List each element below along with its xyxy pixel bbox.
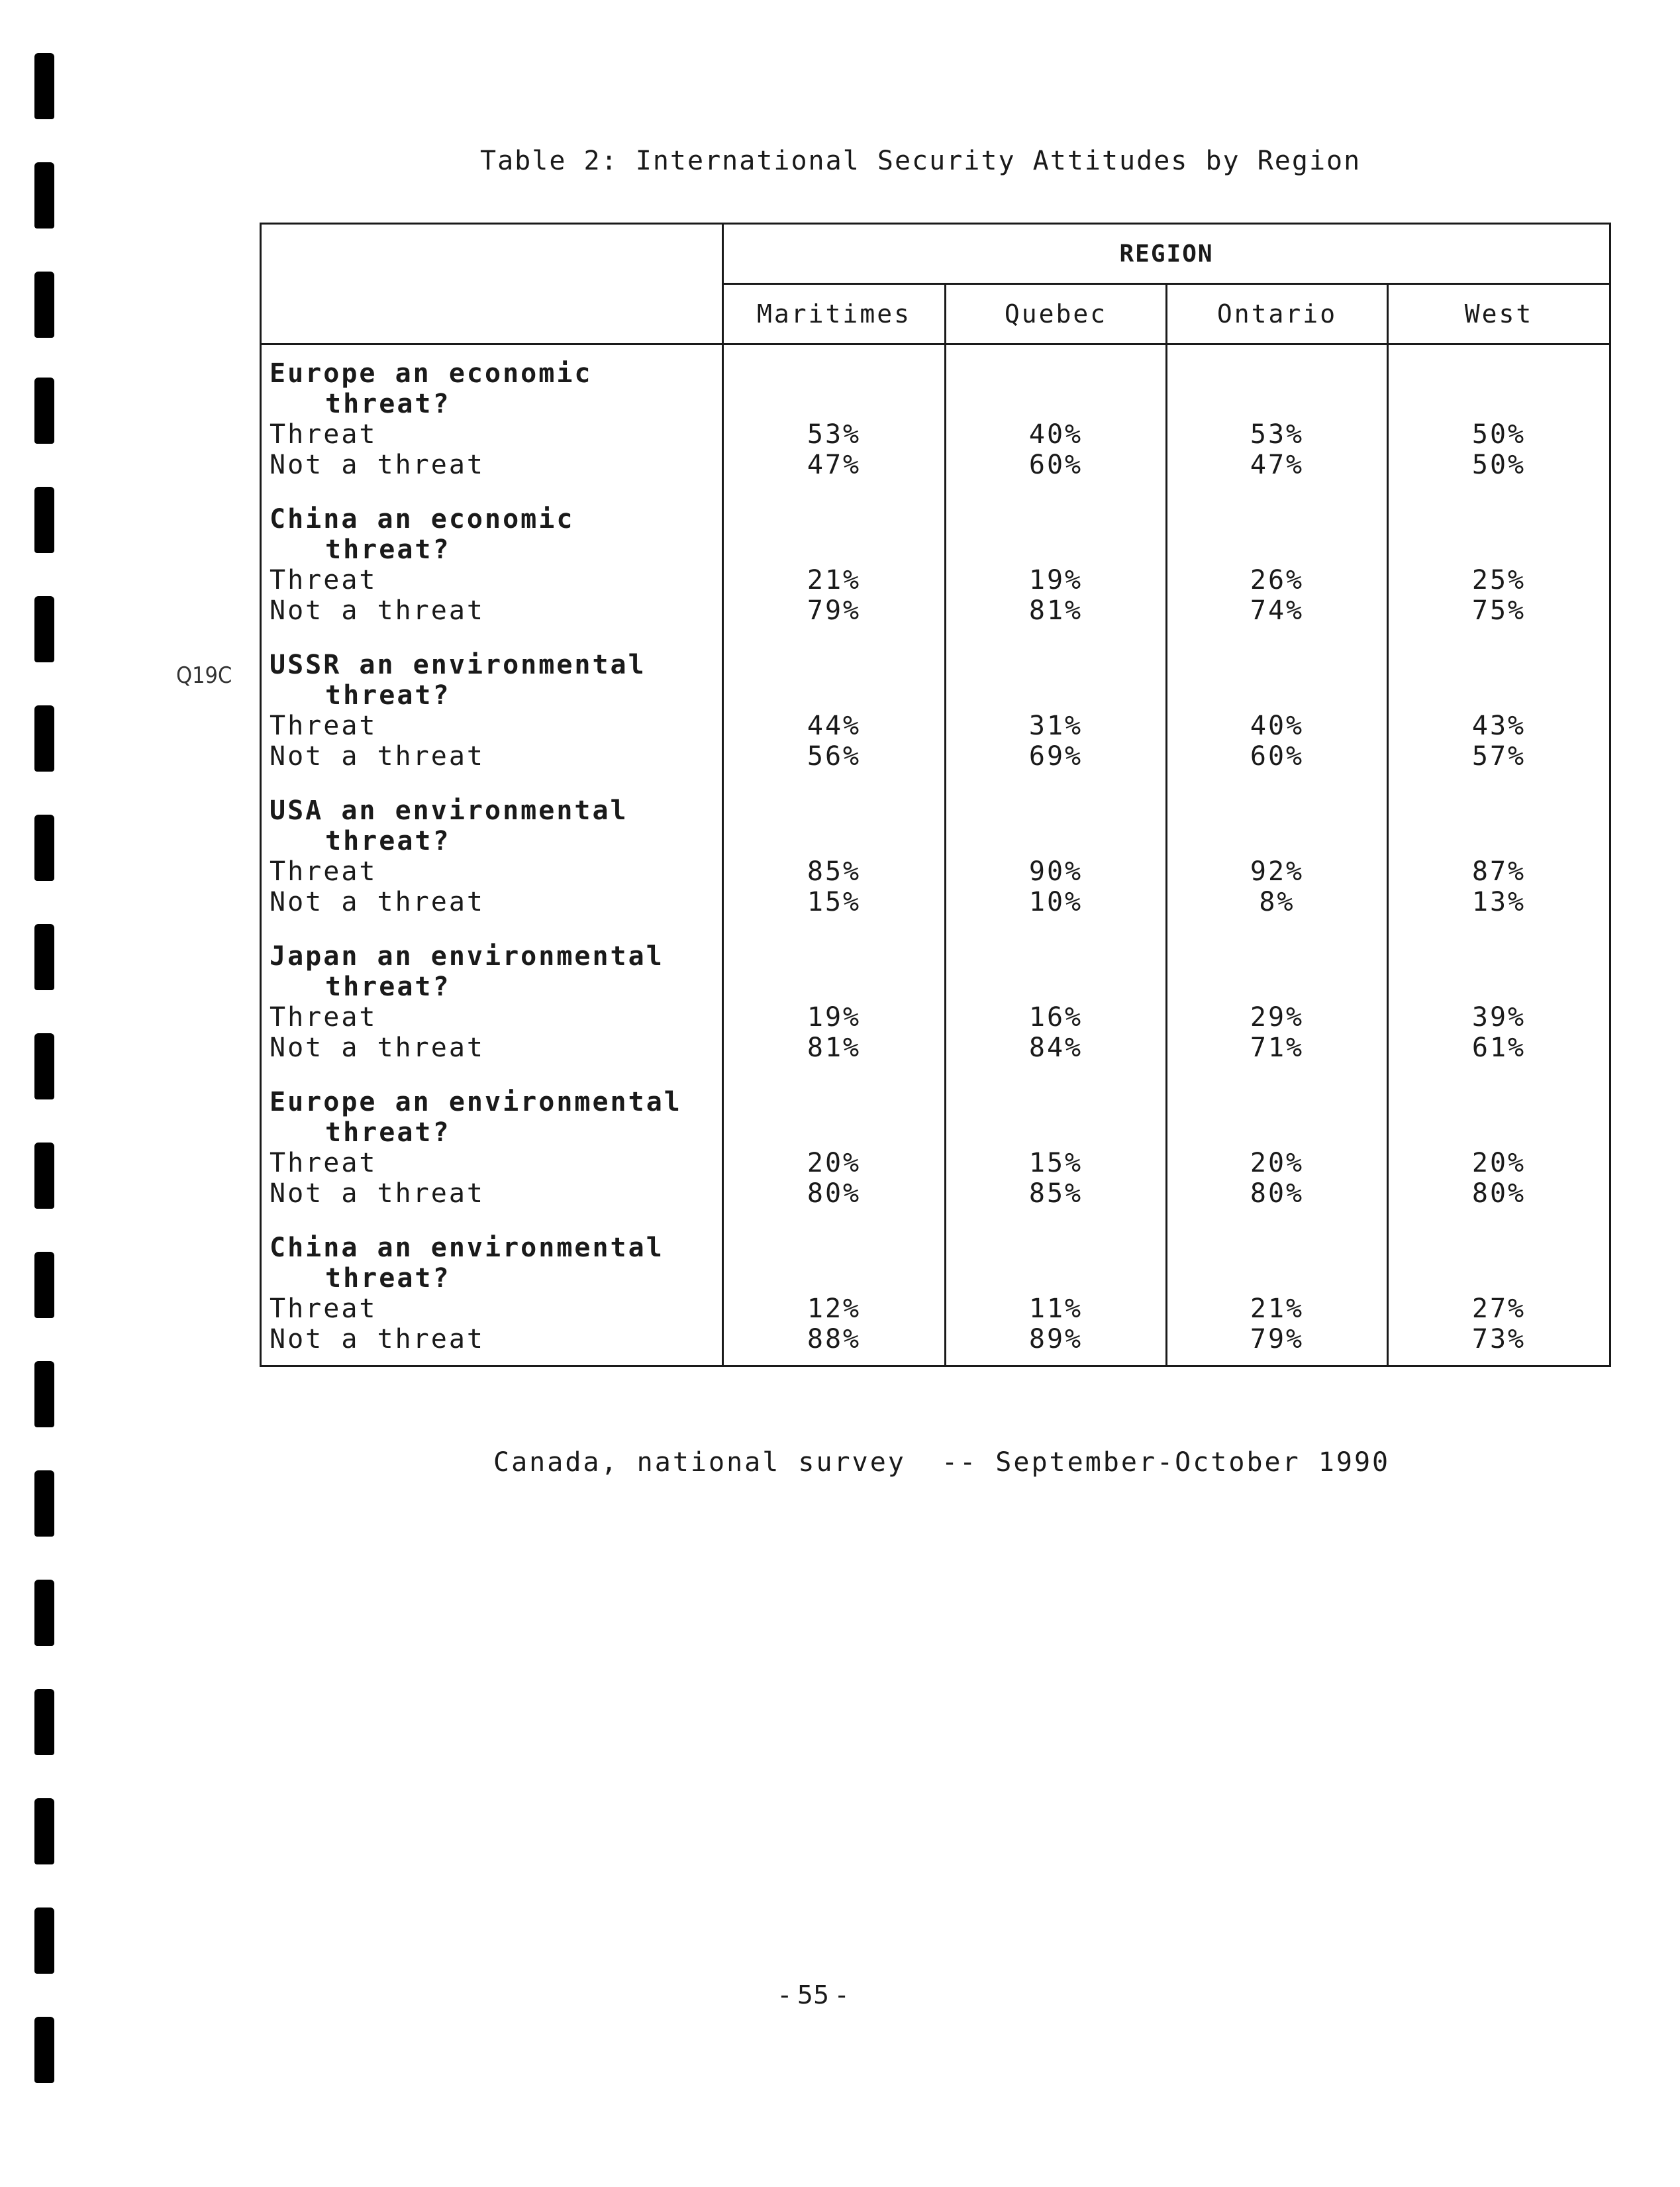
percentage-value: 31% bbox=[1028, 711, 1083, 741]
answer-label: Threat bbox=[270, 1148, 377, 1178]
spacer bbox=[724, 1233, 944, 1263]
percentage-value: 90% bbox=[1028, 856, 1083, 887]
value-cell bbox=[1388, 795, 1610, 941]
question-title-line: threat? bbox=[325, 972, 451, 1002]
binding-hole bbox=[34, 162, 54, 229]
binding-hole bbox=[34, 1580, 54, 1646]
percentage-value: 60% bbox=[1250, 741, 1305, 772]
spacer bbox=[724, 941, 944, 972]
spacer bbox=[1167, 389, 1387, 419]
question-label-cell bbox=[261, 344, 723, 505]
spacer bbox=[1167, 650, 1387, 680]
binding-hole bbox=[34, 272, 54, 338]
spacer bbox=[1167, 972, 1387, 1002]
spacer bbox=[946, 795, 1165, 826]
question-title-line: threat? bbox=[325, 1263, 451, 1294]
region-group-header: REGION bbox=[723, 224, 1610, 284]
percentage-value: 20% bbox=[1471, 1148, 1526, 1178]
spacer bbox=[1389, 358, 1609, 389]
percentage-value: 80% bbox=[1250, 1178, 1305, 1209]
spacer bbox=[1389, 795, 1609, 826]
percentage-value: 74% bbox=[1250, 595, 1305, 626]
spacer bbox=[1389, 650, 1609, 680]
percentage-value: 85% bbox=[807, 856, 862, 887]
value-cell bbox=[723, 344, 946, 505]
percentage-value: 10% bbox=[1028, 887, 1083, 917]
margin-note: Q19C bbox=[176, 662, 232, 689]
value-cell bbox=[946, 795, 1167, 941]
value-cell bbox=[1167, 650, 1388, 795]
value-cell bbox=[723, 1087, 946, 1233]
question-title bbox=[270, 358, 722, 419]
value-cell bbox=[946, 344, 1167, 505]
question-label-cell bbox=[261, 795, 723, 941]
percentage-value: 13% bbox=[1471, 887, 1526, 917]
percentage-value: 39% bbox=[1471, 1002, 1526, 1033]
binding-hole bbox=[34, 487, 54, 553]
spacer bbox=[1167, 680, 1387, 711]
spacer bbox=[946, 972, 1165, 1002]
binding-hole bbox=[34, 1252, 54, 1318]
percentage-value: 8% bbox=[1259, 887, 1295, 917]
question-title bbox=[270, 504, 722, 565]
value-cell bbox=[946, 650, 1167, 795]
percentage-value: 79% bbox=[1250, 1324, 1305, 1354]
question-block-row bbox=[261, 650, 1610, 795]
value-cell bbox=[1388, 1087, 1610, 1233]
question-title-line: threat? bbox=[325, 680, 451, 711]
spacer bbox=[946, 650, 1165, 680]
question-title bbox=[270, 650, 722, 711]
binding-hole bbox=[34, 53, 54, 119]
percentage-value: 61% bbox=[1471, 1033, 1526, 1063]
percentage-value: 20% bbox=[1250, 1148, 1305, 1178]
table-body bbox=[261, 344, 1610, 1366]
percentage-value: 27% bbox=[1471, 1294, 1526, 1324]
percentage-value: 47% bbox=[807, 450, 862, 480]
binding-holes bbox=[34, 0, 61, 2187]
question-title bbox=[270, 1233, 722, 1294]
question-label-cell bbox=[261, 1233, 723, 1366]
question-block-row bbox=[261, 1087, 1610, 1233]
percentage-value: 20% bbox=[807, 1148, 862, 1178]
binding-hole bbox=[34, 596, 54, 662]
spacer bbox=[1167, 795, 1387, 826]
value-cell bbox=[946, 1087, 1167, 1233]
percentage-value: 44% bbox=[807, 711, 862, 741]
percentage-value: 16% bbox=[1028, 1002, 1083, 1033]
answer-label: Not a threat bbox=[270, 450, 485, 480]
value-cell bbox=[1167, 1087, 1388, 1233]
spacer bbox=[1389, 1263, 1609, 1294]
spacer bbox=[1389, 504, 1609, 534]
spacer bbox=[946, 826, 1165, 856]
percentage-value: 92% bbox=[1250, 856, 1305, 887]
question-block-row bbox=[261, 941, 1610, 1087]
percentage-value: 53% bbox=[807, 419, 862, 450]
percentage-value: 15% bbox=[1028, 1148, 1083, 1178]
value-cell bbox=[723, 650, 946, 795]
percentage-value: 73% bbox=[1471, 1324, 1526, 1354]
value-cell bbox=[946, 1233, 1167, 1366]
table-header-row bbox=[261, 224, 1610, 284]
percentage-value: 75% bbox=[1471, 595, 1526, 626]
spacer bbox=[724, 1263, 944, 1294]
binding-hole bbox=[34, 1143, 54, 1209]
question-label-cell bbox=[261, 650, 723, 795]
percentage-value: 26% bbox=[1250, 565, 1305, 595]
question-label-cell bbox=[261, 941, 723, 1087]
question-block-row bbox=[261, 504, 1610, 650]
spacer bbox=[946, 534, 1165, 565]
question-title-line: threat? bbox=[325, 826, 451, 856]
value-cell bbox=[1388, 504, 1610, 650]
spacer bbox=[1167, 941, 1387, 972]
question-title-line: USSR an environmental bbox=[270, 650, 646, 680]
percentage-value: 57% bbox=[1471, 741, 1526, 772]
value-cell bbox=[946, 941, 1167, 1087]
answer-label: Not a threat bbox=[270, 595, 485, 626]
question-label-cell bbox=[261, 1087, 723, 1233]
spacer bbox=[724, 1117, 944, 1148]
percentage-value: 71% bbox=[1250, 1033, 1305, 1063]
page-number: - 55 - bbox=[780, 1980, 846, 2009]
spacer bbox=[1389, 534, 1609, 565]
value-cell bbox=[723, 795, 946, 941]
value-cell bbox=[1167, 795, 1388, 941]
percentage-value: 69% bbox=[1028, 741, 1083, 772]
question-title bbox=[270, 795, 722, 856]
percentage-value: 87% bbox=[1471, 856, 1526, 887]
value-cell bbox=[1167, 941, 1388, 1087]
percentage-value: 29% bbox=[1250, 1002, 1305, 1033]
spacer bbox=[1389, 941, 1609, 972]
answer-label: Threat bbox=[270, 1002, 377, 1033]
binding-hole bbox=[34, 705, 54, 772]
spacer bbox=[946, 680, 1165, 711]
spacer bbox=[1167, 1087, 1387, 1117]
answer-label: Threat bbox=[270, 711, 377, 741]
answer-label: Threat bbox=[270, 856, 377, 887]
binding-hole bbox=[34, 1361, 54, 1427]
question-title bbox=[270, 1087, 722, 1148]
question-block-row bbox=[261, 1233, 1610, 1366]
question-title-line: threat? bbox=[325, 1117, 451, 1148]
percentage-value: 50% bbox=[1471, 419, 1526, 450]
column-header-ontario: Ontario bbox=[1167, 284, 1388, 344]
percentage-value: 84% bbox=[1028, 1033, 1083, 1063]
percentage-value: 80% bbox=[807, 1178, 862, 1209]
answer-label: Not a threat bbox=[270, 1178, 485, 1209]
percentage-value: 19% bbox=[1028, 565, 1083, 595]
spacer bbox=[724, 826, 944, 856]
value-cell bbox=[1388, 650, 1610, 795]
spacer bbox=[946, 1233, 1165, 1263]
percentage-value: 15% bbox=[807, 887, 862, 917]
spacer bbox=[1167, 504, 1387, 534]
percentage-value: 89% bbox=[1028, 1324, 1083, 1354]
binding-hole bbox=[34, 924, 54, 990]
value-cell bbox=[1167, 504, 1388, 650]
binding-hole bbox=[34, 2017, 54, 2083]
binding-hole bbox=[34, 1033, 54, 1099]
question-title-line: Europe an environmental bbox=[270, 1087, 682, 1117]
spacer bbox=[724, 1087, 944, 1117]
answer-label: Not a threat bbox=[270, 887, 485, 917]
spacer bbox=[946, 1263, 1165, 1294]
value-cell bbox=[723, 504, 946, 650]
value-cell bbox=[1167, 344, 1388, 505]
spacer bbox=[1167, 1233, 1387, 1263]
spacer bbox=[1389, 1117, 1609, 1148]
spacer bbox=[724, 358, 944, 389]
spacer bbox=[946, 504, 1165, 534]
percentage-value: 12% bbox=[807, 1294, 862, 1324]
answer-label: Threat bbox=[270, 1294, 377, 1324]
spacer bbox=[724, 680, 944, 711]
answer-label: Threat bbox=[270, 419, 377, 450]
question-title bbox=[270, 941, 722, 1002]
value-cell bbox=[946, 504, 1167, 650]
spacer bbox=[1389, 1087, 1609, 1117]
question-title-line: China an environmental bbox=[270, 1233, 664, 1263]
answer-label: Threat bbox=[270, 565, 377, 595]
value-cell bbox=[723, 1233, 946, 1366]
table-title: Table 2: International Security Attitudes by Region bbox=[480, 146, 1361, 176]
percentage-value: 25% bbox=[1471, 565, 1526, 595]
spacer bbox=[1389, 1233, 1609, 1263]
spacer bbox=[1389, 680, 1609, 711]
percentage-value: 40% bbox=[1028, 419, 1083, 450]
percentage-value: 43% bbox=[1471, 711, 1526, 741]
spacer bbox=[1389, 389, 1609, 419]
percentage-value: 19% bbox=[807, 1002, 862, 1033]
value-cell bbox=[1167, 1233, 1388, 1366]
spacer bbox=[946, 358, 1165, 389]
question-title-line: threat? bbox=[325, 389, 451, 419]
spacer bbox=[724, 650, 944, 680]
spacer bbox=[946, 1117, 1165, 1148]
binding-hole bbox=[34, 815, 54, 881]
spacer bbox=[1389, 826, 1609, 856]
spacer bbox=[1389, 972, 1609, 1002]
percentage-value: 80% bbox=[1471, 1178, 1526, 1209]
percentage-value: 47% bbox=[1250, 450, 1305, 480]
question-title-line: USA an environmental bbox=[270, 795, 628, 826]
value-cell bbox=[1388, 1233, 1610, 1366]
percentage-value: 50% bbox=[1471, 450, 1526, 480]
column-header-quebec: Quebec bbox=[946, 284, 1167, 344]
question-title-line: Europe an economic bbox=[270, 358, 593, 389]
question-title-line: Japan an environmental bbox=[270, 941, 664, 972]
percentage-value: 21% bbox=[807, 565, 862, 595]
binding-hole bbox=[34, 1907, 54, 1974]
value-cell bbox=[1388, 344, 1610, 505]
spacer bbox=[1167, 534, 1387, 565]
percentage-value: 56% bbox=[807, 741, 862, 772]
survey-table bbox=[260, 223, 1611, 1367]
question-title-line: threat? bbox=[325, 534, 451, 565]
spacer bbox=[1167, 1117, 1387, 1148]
binding-hole bbox=[34, 1689, 54, 1755]
percentage-value: 60% bbox=[1028, 450, 1083, 480]
header-blank-cell bbox=[261, 224, 723, 344]
spacer bbox=[724, 504, 944, 534]
percentage-value: 53% bbox=[1250, 419, 1305, 450]
percentage-value: 88% bbox=[807, 1324, 862, 1354]
answer-label: Not a threat bbox=[270, 741, 485, 772]
answer-label: Not a threat bbox=[270, 1324, 485, 1354]
value-cell bbox=[723, 941, 946, 1087]
spacer bbox=[1167, 358, 1387, 389]
spacer bbox=[946, 389, 1165, 419]
spacer bbox=[724, 534, 944, 565]
spacer bbox=[1167, 1263, 1387, 1294]
question-block-row bbox=[261, 344, 1610, 505]
percentage-value: 85% bbox=[1028, 1178, 1083, 1209]
binding-hole bbox=[34, 1798, 54, 1864]
spacer bbox=[724, 972, 944, 1002]
survey-caption: Canada, national survey -- September-October 1990 bbox=[493, 1447, 1391, 1478]
question-block-row bbox=[261, 795, 1610, 941]
percentage-value: 21% bbox=[1250, 1294, 1305, 1324]
spacer bbox=[946, 1087, 1165, 1117]
value-cell bbox=[1388, 941, 1610, 1087]
percentage-value: 81% bbox=[1028, 595, 1083, 626]
question-title-line: China an economic bbox=[270, 504, 575, 534]
percentage-value: 40% bbox=[1250, 711, 1305, 741]
question-label-cell bbox=[261, 504, 723, 650]
column-header-west: West bbox=[1388, 284, 1610, 344]
binding-hole bbox=[34, 1470, 54, 1537]
spacer bbox=[724, 795, 944, 826]
spacer bbox=[724, 389, 944, 419]
binding-hole bbox=[34, 378, 54, 444]
spacer bbox=[946, 941, 1165, 972]
percentage-value: 81% bbox=[807, 1033, 862, 1063]
spacer bbox=[1167, 826, 1387, 856]
percentage-value: 79% bbox=[807, 595, 862, 626]
answer-label: Not a threat bbox=[270, 1033, 485, 1063]
percentage-value: 11% bbox=[1028, 1294, 1083, 1324]
column-header-maritimes: Maritimes bbox=[723, 284, 946, 344]
